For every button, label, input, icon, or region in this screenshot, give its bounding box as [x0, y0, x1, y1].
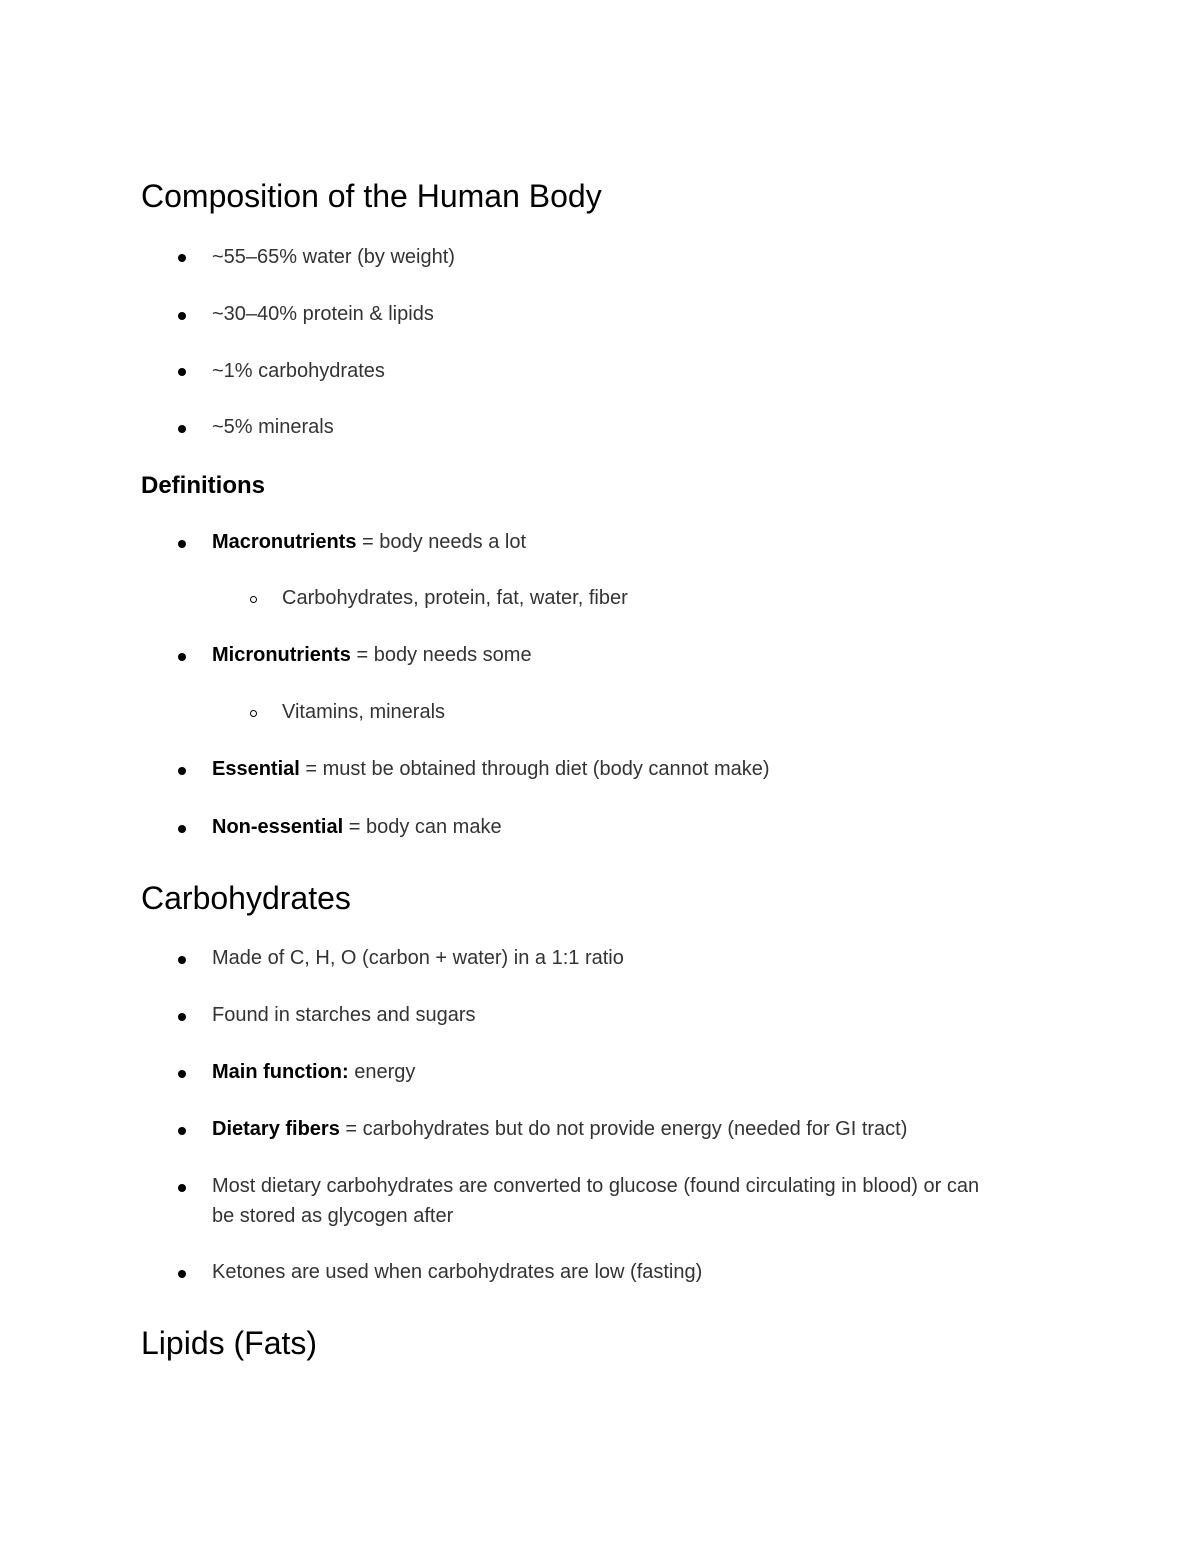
sub-list-item: Vitamins, minerals	[282, 701, 446, 723]
definition-text: energy	[348, 1061, 416, 1083]
list-item	[212, 527, 526, 557]
list-item	[212, 1114, 907, 1144]
list-item: ~5% minerals	[212, 416, 334, 438]
list-item: ~30–40% protein & lipids	[212, 303, 434, 325]
bullet-icon	[178, 825, 186, 833]
list-item: Ketones are used when carbohydrates are low (fasting)	[212, 1261, 703, 1283]
list-item	[212, 640, 532, 670]
bullet-icon	[178, 540, 186, 548]
term-label: Essential	[212, 758, 300, 780]
term-label: Dietary fibers	[212, 1118, 340, 1140]
term-label: Non-essential	[212, 816, 344, 838]
bullet-icon	[178, 1127, 186, 1135]
bullet-icon	[178, 1184, 186, 1192]
term-label: Micronutrients	[212, 644, 351, 666]
bullet-icon	[178, 956, 186, 964]
list-item	[212, 812, 502, 842]
term-label: Main function:	[212, 1061, 349, 1083]
term-label: Macronutrients	[212, 531, 357, 553]
definition-text: = body can make	[343, 816, 502, 838]
list-item: ~1% carbohydrates	[212, 360, 385, 382]
hollow-bullet-icon	[250, 710, 257, 717]
list-item: Most dietary carbohydrates are converted to glucose (found circulating in blood) or can	[212, 1175, 980, 1197]
definition-text: = body needs some	[350, 644, 532, 666]
list-item	[212, 754, 770, 784]
bullet-icon	[178, 1270, 186, 1278]
bullet-icon	[178, 1013, 186, 1021]
bullet-icon	[178, 767, 186, 775]
sub-list-item: Carbohydrates, protein, fat, water, fiber	[282, 587, 628, 609]
list-item: ~55–65% water (by weight)	[212, 246, 455, 268]
section-heading-lipids: Lipids (Fats)	[141, 1325, 318, 1361]
list-item: Found in starches and sugars	[212, 1004, 476, 1026]
bullet-icon	[178, 653, 186, 661]
list-item	[212, 1057, 415, 1087]
list-item: Made of C, H, O (carbon + water) in a 1:1 ratio	[212, 947, 624, 969]
hollow-bullet-icon	[250, 596, 257, 603]
section-heading-composition: Composition of the Human Body	[141, 178, 602, 214]
definition-text: = body needs a lot	[356, 531, 527, 553]
bullet-icon	[178, 1070, 186, 1078]
section-heading-carbohydrates: Carbohydrates	[141, 880, 351, 916]
definition-text: = carbohydrates but do not provide energy (needed for GI tract)	[339, 1118, 908, 1140]
bullet-icon	[178, 254, 186, 262]
subheading-definitions: Definitions	[141, 472, 265, 499]
list-item-continuation: be stored as glycogen after	[212, 1205, 454, 1227]
bullet-icon	[178, 425, 186, 433]
bullet-icon	[178, 312, 186, 320]
definition-text: = must be obtained through diet (body cannot make)	[299, 758, 770, 780]
bullet-icon	[178, 368, 186, 376]
